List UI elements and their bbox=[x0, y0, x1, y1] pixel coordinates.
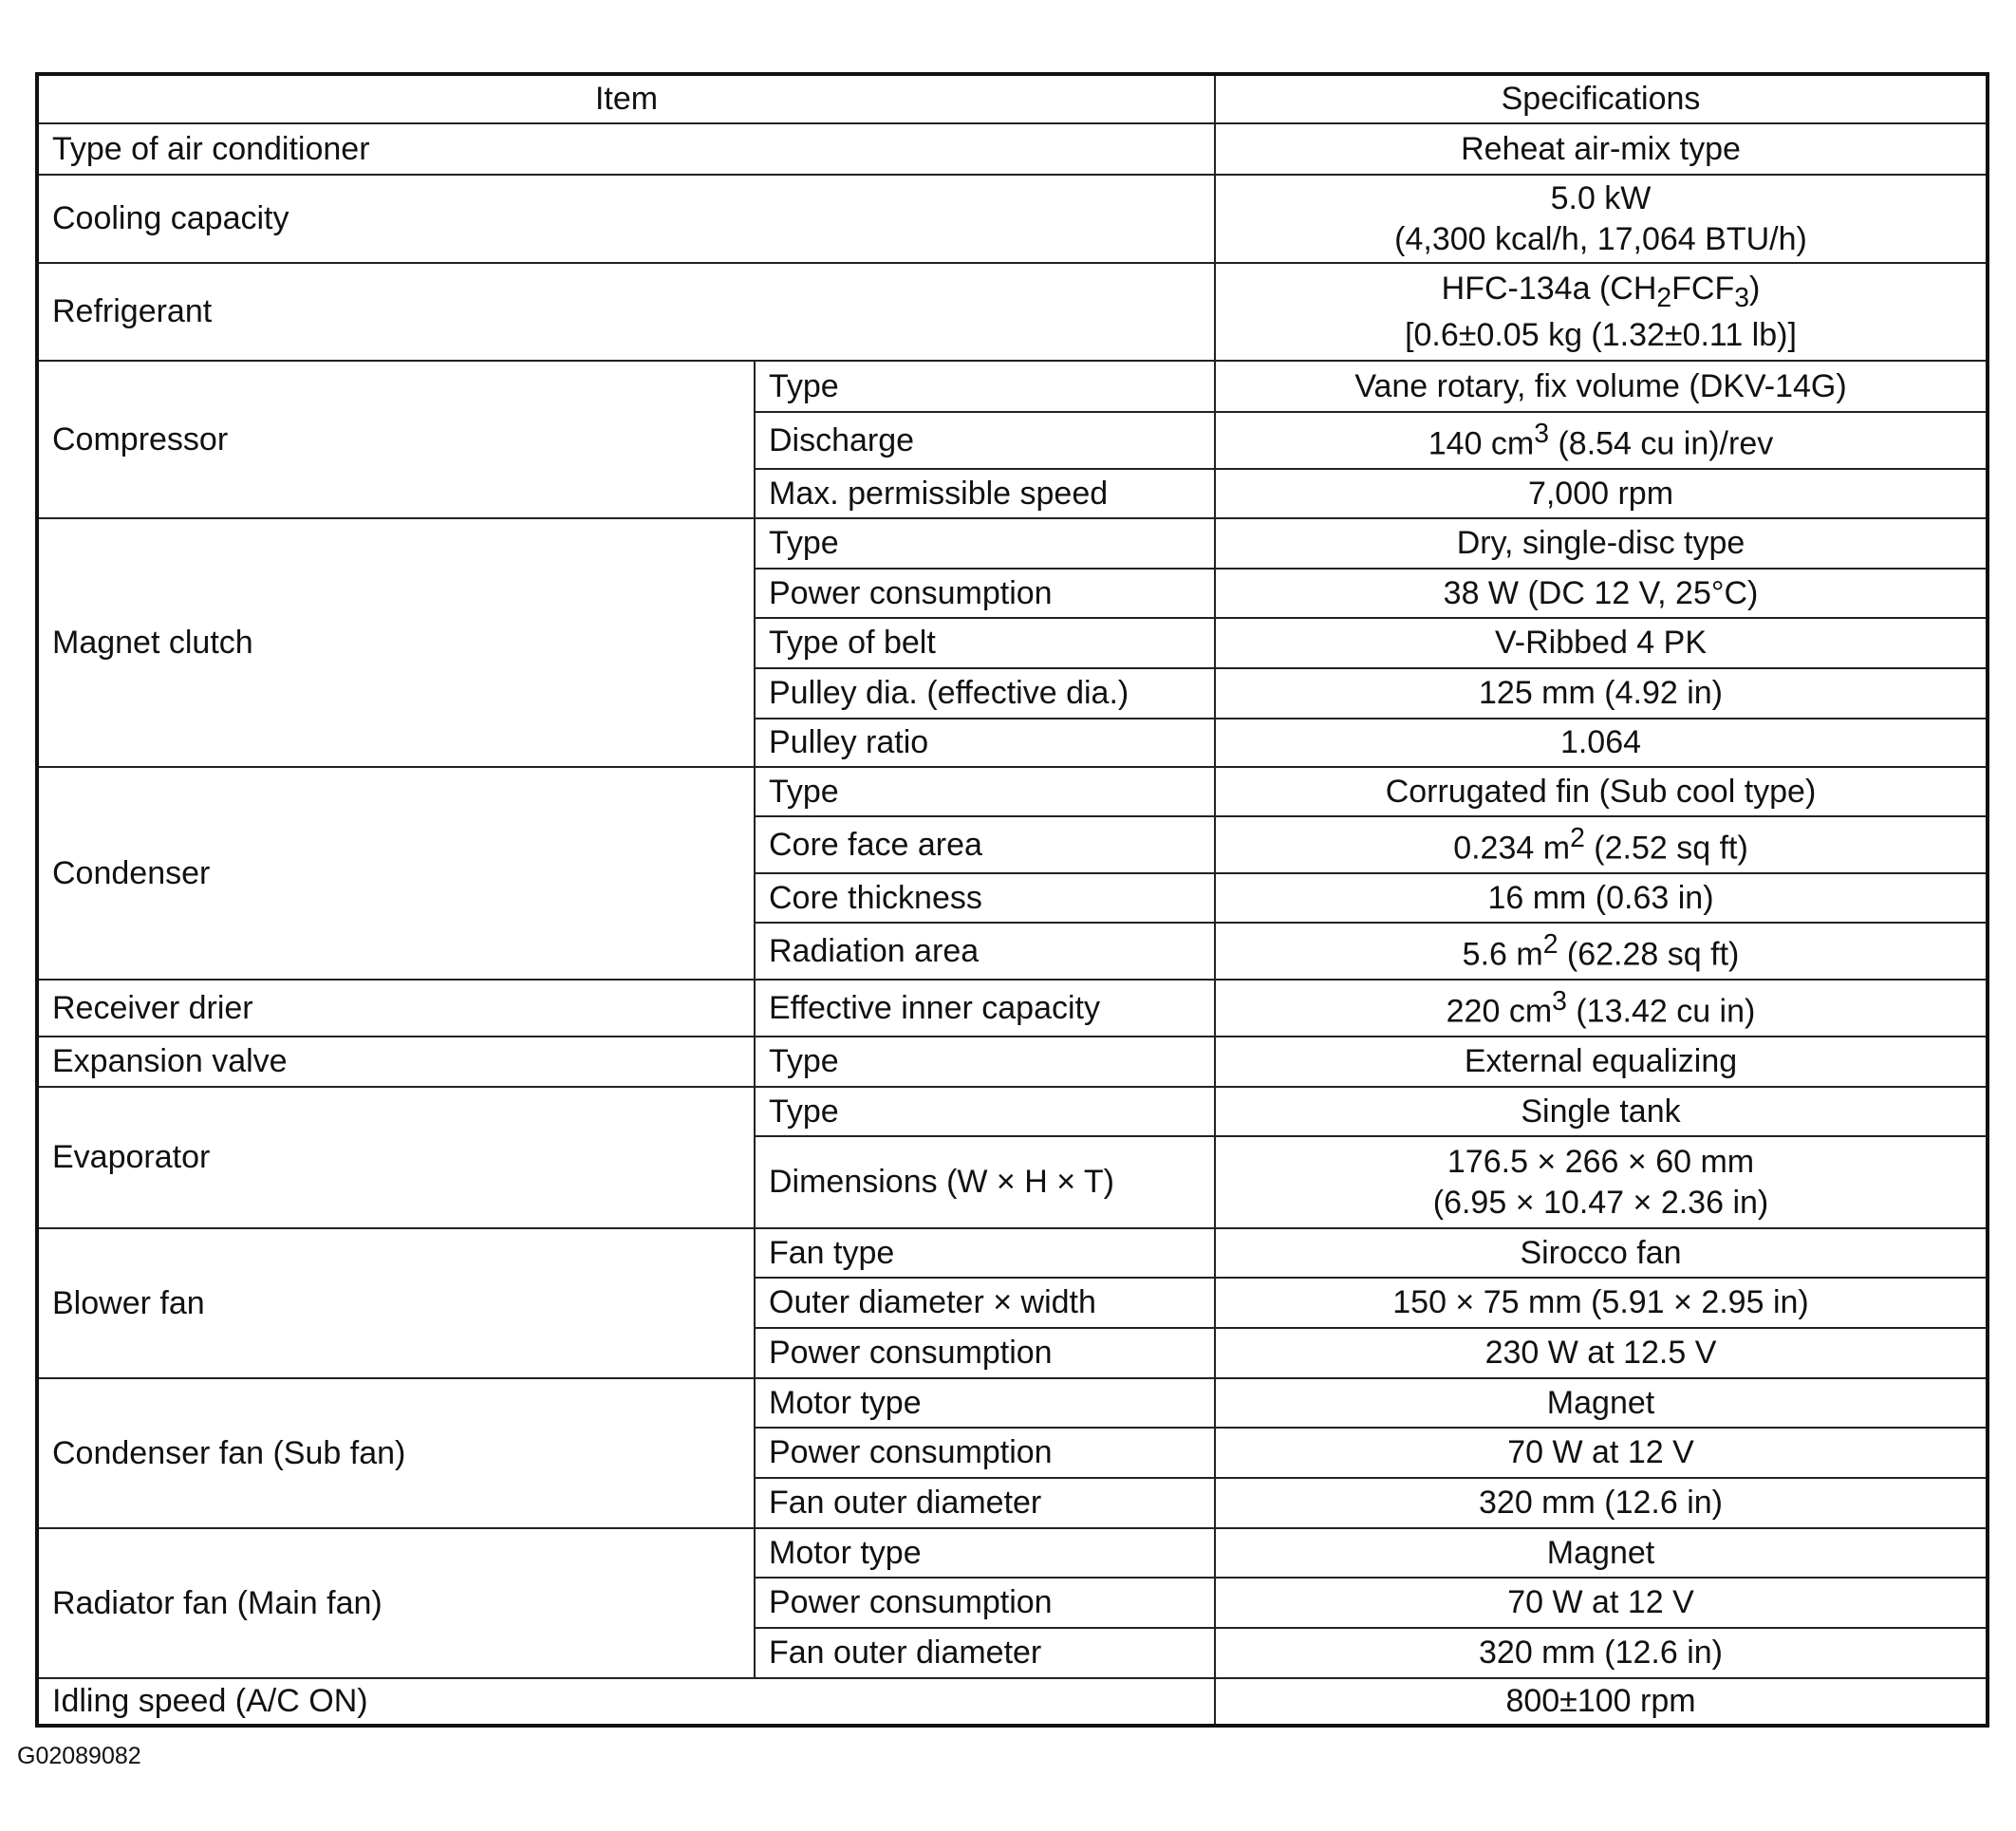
refrigerant-formula-b: FCF bbox=[1671, 270, 1735, 307]
core-area-rest: (2.52 sq ft) bbox=[1584, 829, 1748, 866]
radiation-num: 5.6 m bbox=[1462, 935, 1543, 972]
item-refrigerant: Refrigerant bbox=[37, 263, 1215, 361]
core-area-num: 0.234 m bbox=[1453, 829, 1571, 866]
compressor-discharge-value bbox=[1215, 412, 1988, 469]
header-item: Item bbox=[37, 74, 1215, 123]
figure-code: G02089082 bbox=[17, 1743, 141, 1769]
item-blower-fan: Blower fan bbox=[37, 1228, 755, 1378]
item-idling-speed: Idling speed (A/C ON) bbox=[37, 1678, 1215, 1726]
radiator-fan-diam-label: Fan outer diameter bbox=[755, 1628, 1215, 1678]
discharge-rest: (8.54 cu in)/rev bbox=[1549, 424, 1774, 461]
table-row bbox=[37, 175, 1988, 263]
spec-idling-speed: 800±100 rpm bbox=[1215, 1678, 1988, 1726]
table-row bbox=[37, 1378, 1988, 1428]
evaporator-type-label: Type bbox=[755, 1087, 1215, 1136]
clutch-pulley-value: 125 mm (4.92 in) bbox=[1215, 668, 1988, 719]
compressor-speed-label: Max. permissible speed bbox=[755, 469, 1215, 518]
radiator-fan-diam-value: 320 mm (12.6 in) bbox=[1215, 1628, 1988, 1678]
item-ac-type: Type of air conditioner bbox=[37, 123, 1215, 175]
refrigerant-sub-3: 3 bbox=[1734, 282, 1749, 313]
evaporator-dims-value bbox=[1215, 1136, 1988, 1228]
item-condenser: Condenser bbox=[37, 767, 755, 980]
radiator-fan-power-label: Power consumption bbox=[755, 1578, 1215, 1628]
receiver-num: 220 cm bbox=[1446, 992, 1553, 1029]
table-row bbox=[37, 263, 1988, 361]
clutch-power-label: Power consumption bbox=[755, 569, 1215, 618]
condenser-radiation-label: Radiation area bbox=[755, 923, 1215, 980]
clutch-ratio-value: 1.064 bbox=[1215, 719, 1988, 767]
condenser-radiation-value bbox=[1215, 923, 1988, 980]
dims-line1: 176.5 × 266 × 60 mm bbox=[1447, 1144, 1755, 1180]
spec-ac-type: Reheat air-mix type bbox=[1215, 123, 1988, 175]
radiator-fan-motor-value: Magnet bbox=[1215, 1528, 1988, 1578]
item-compressor: Compressor bbox=[37, 361, 755, 518]
dims-line2: (6.95 × 10.47 × 2.36 in) bbox=[1432, 1184, 1769, 1221]
core-area-sup: 2 bbox=[1570, 822, 1585, 853]
item-evaporator: Evaporator bbox=[37, 1087, 755, 1228]
radiation-rest: (62.28 sq ft) bbox=[1558, 935, 1740, 972]
table-row bbox=[37, 767, 1988, 816]
blower-power-label: Power consumption bbox=[755, 1328, 1215, 1378]
expansion-valve-value: External equalizing bbox=[1215, 1037, 1988, 1087]
evaporator-dims-label: Dimensions (W × H × T) bbox=[755, 1136, 1215, 1228]
table-row bbox=[37, 123, 1988, 175]
condenser-thickness-value: 16 mm (0.63 in) bbox=[1215, 873, 1988, 923]
blower-fan-type-label: Fan type bbox=[755, 1228, 1215, 1278]
receiver-drier-value bbox=[1215, 980, 1988, 1037]
expansion-valve-label: Type bbox=[755, 1037, 1215, 1087]
radiation-sup: 2 bbox=[1542, 928, 1559, 960]
condenser-fan-power-value: 70 W at 12 V bbox=[1215, 1428, 1988, 1478]
condenser-type-value: Corrugated fin (Sub cool type) bbox=[1215, 767, 1988, 816]
clutch-pulley-label: Pulley dia. (effective dia.) bbox=[755, 668, 1215, 719]
radiator-fan-motor-label: Motor type bbox=[755, 1528, 1215, 1578]
spec-refrigerant bbox=[1215, 263, 1988, 361]
item-condenser-fan: Condenser fan (Sub fan) bbox=[37, 1378, 755, 1528]
table-row bbox=[37, 1678, 1988, 1726]
condenser-fan-motor-value: Magnet bbox=[1215, 1378, 1988, 1428]
blower-outer-label: Outer diameter × width bbox=[755, 1278, 1215, 1328]
item-cooling-capacity: Cooling capacity bbox=[37, 175, 1215, 263]
radiator-fan-power-value: 70 W at 12 V bbox=[1215, 1578, 1988, 1628]
refrigerant-formula-a: HFC-134a (CH bbox=[1441, 270, 1657, 307]
discharge-num: 140 cm bbox=[1428, 424, 1535, 461]
table-row bbox=[37, 1087, 1988, 1136]
item-expansion-valve: Expansion valve bbox=[37, 1037, 755, 1087]
compressor-type-value: Vane rotary, fix volume (DKV-14G) bbox=[1215, 361, 1988, 412]
refrigerant-formula-c: ) bbox=[1749, 270, 1761, 307]
spec-cooling-capacity bbox=[1215, 175, 1988, 263]
cooling-line1: 5.0 kW bbox=[1550, 180, 1652, 216]
specifications-table bbox=[35, 72, 1989, 1728]
clutch-power-value: 38 W (DC 12 V, 25°C) bbox=[1215, 569, 1988, 618]
clutch-type-value: Dry, single-disc type bbox=[1215, 518, 1988, 569]
compressor-type-label: Type bbox=[755, 361, 1215, 412]
evaporator-type-value: Single tank bbox=[1215, 1087, 1988, 1136]
item-magnet-clutch: Magnet clutch bbox=[37, 518, 755, 767]
receiver-sup: 3 bbox=[1552, 985, 1567, 1017]
condenser-core-area-label: Core face area bbox=[755, 816, 1215, 873]
blower-outer-value: 150 × 75 mm (5.91 × 2.95 in) bbox=[1215, 1278, 1988, 1328]
compressor-discharge-label: Discharge bbox=[755, 412, 1215, 469]
table-row bbox=[37, 1528, 1988, 1578]
clutch-belt-value: V-Ribbed 4 PK bbox=[1215, 618, 1988, 668]
refrigerant-amount: [0.6±0.05 kg (1.32±0.11 lb)] bbox=[1405, 316, 1797, 353]
clutch-belt-label: Type of belt bbox=[755, 618, 1215, 668]
condenser-core-area-value bbox=[1215, 816, 1988, 873]
refrigerant-sub-2: 2 bbox=[1656, 282, 1672, 313]
condenser-fan-motor-label: Motor type bbox=[755, 1378, 1215, 1428]
table-row bbox=[37, 1037, 1988, 1087]
blower-power-value: 230 W at 12.5 V bbox=[1215, 1328, 1988, 1378]
table-header-row bbox=[37, 74, 1988, 123]
cooling-line2: (4,300 kcal/h, 17,064 BTU/h) bbox=[1394, 220, 1807, 257]
clutch-type-label: Type bbox=[755, 518, 1215, 569]
condenser-fan-power-label: Power consumption bbox=[755, 1428, 1215, 1478]
table-row bbox=[37, 1228, 1988, 1278]
receiver-drier-label: Effective inner capacity bbox=[755, 980, 1215, 1037]
receiver-rest: (13.42 cu in) bbox=[1566, 992, 1756, 1029]
table-row bbox=[37, 518, 1988, 569]
condenser-type-label: Type bbox=[755, 767, 1215, 816]
discharge-sup: 3 bbox=[1534, 418, 1550, 449]
compressor-speed-value: 7,000 rpm bbox=[1215, 469, 1988, 518]
condenser-fan-diam-value: 320 mm (12.6 in) bbox=[1215, 1478, 1988, 1528]
header-specifications: Specifications bbox=[1215, 74, 1988, 123]
clutch-ratio-label: Pulley ratio bbox=[755, 719, 1215, 767]
condenser-thickness-label: Core thickness bbox=[755, 873, 1215, 923]
blower-fan-type-value: Sirocco fan bbox=[1215, 1228, 1988, 1278]
table-row bbox=[37, 361, 1988, 412]
table-row bbox=[37, 980, 1988, 1037]
item-receiver-drier: Receiver drier bbox=[37, 980, 755, 1037]
condenser-fan-diam-label: Fan outer diameter bbox=[755, 1478, 1215, 1528]
item-radiator-fan: Radiator fan (Main fan) bbox=[37, 1528, 755, 1678]
